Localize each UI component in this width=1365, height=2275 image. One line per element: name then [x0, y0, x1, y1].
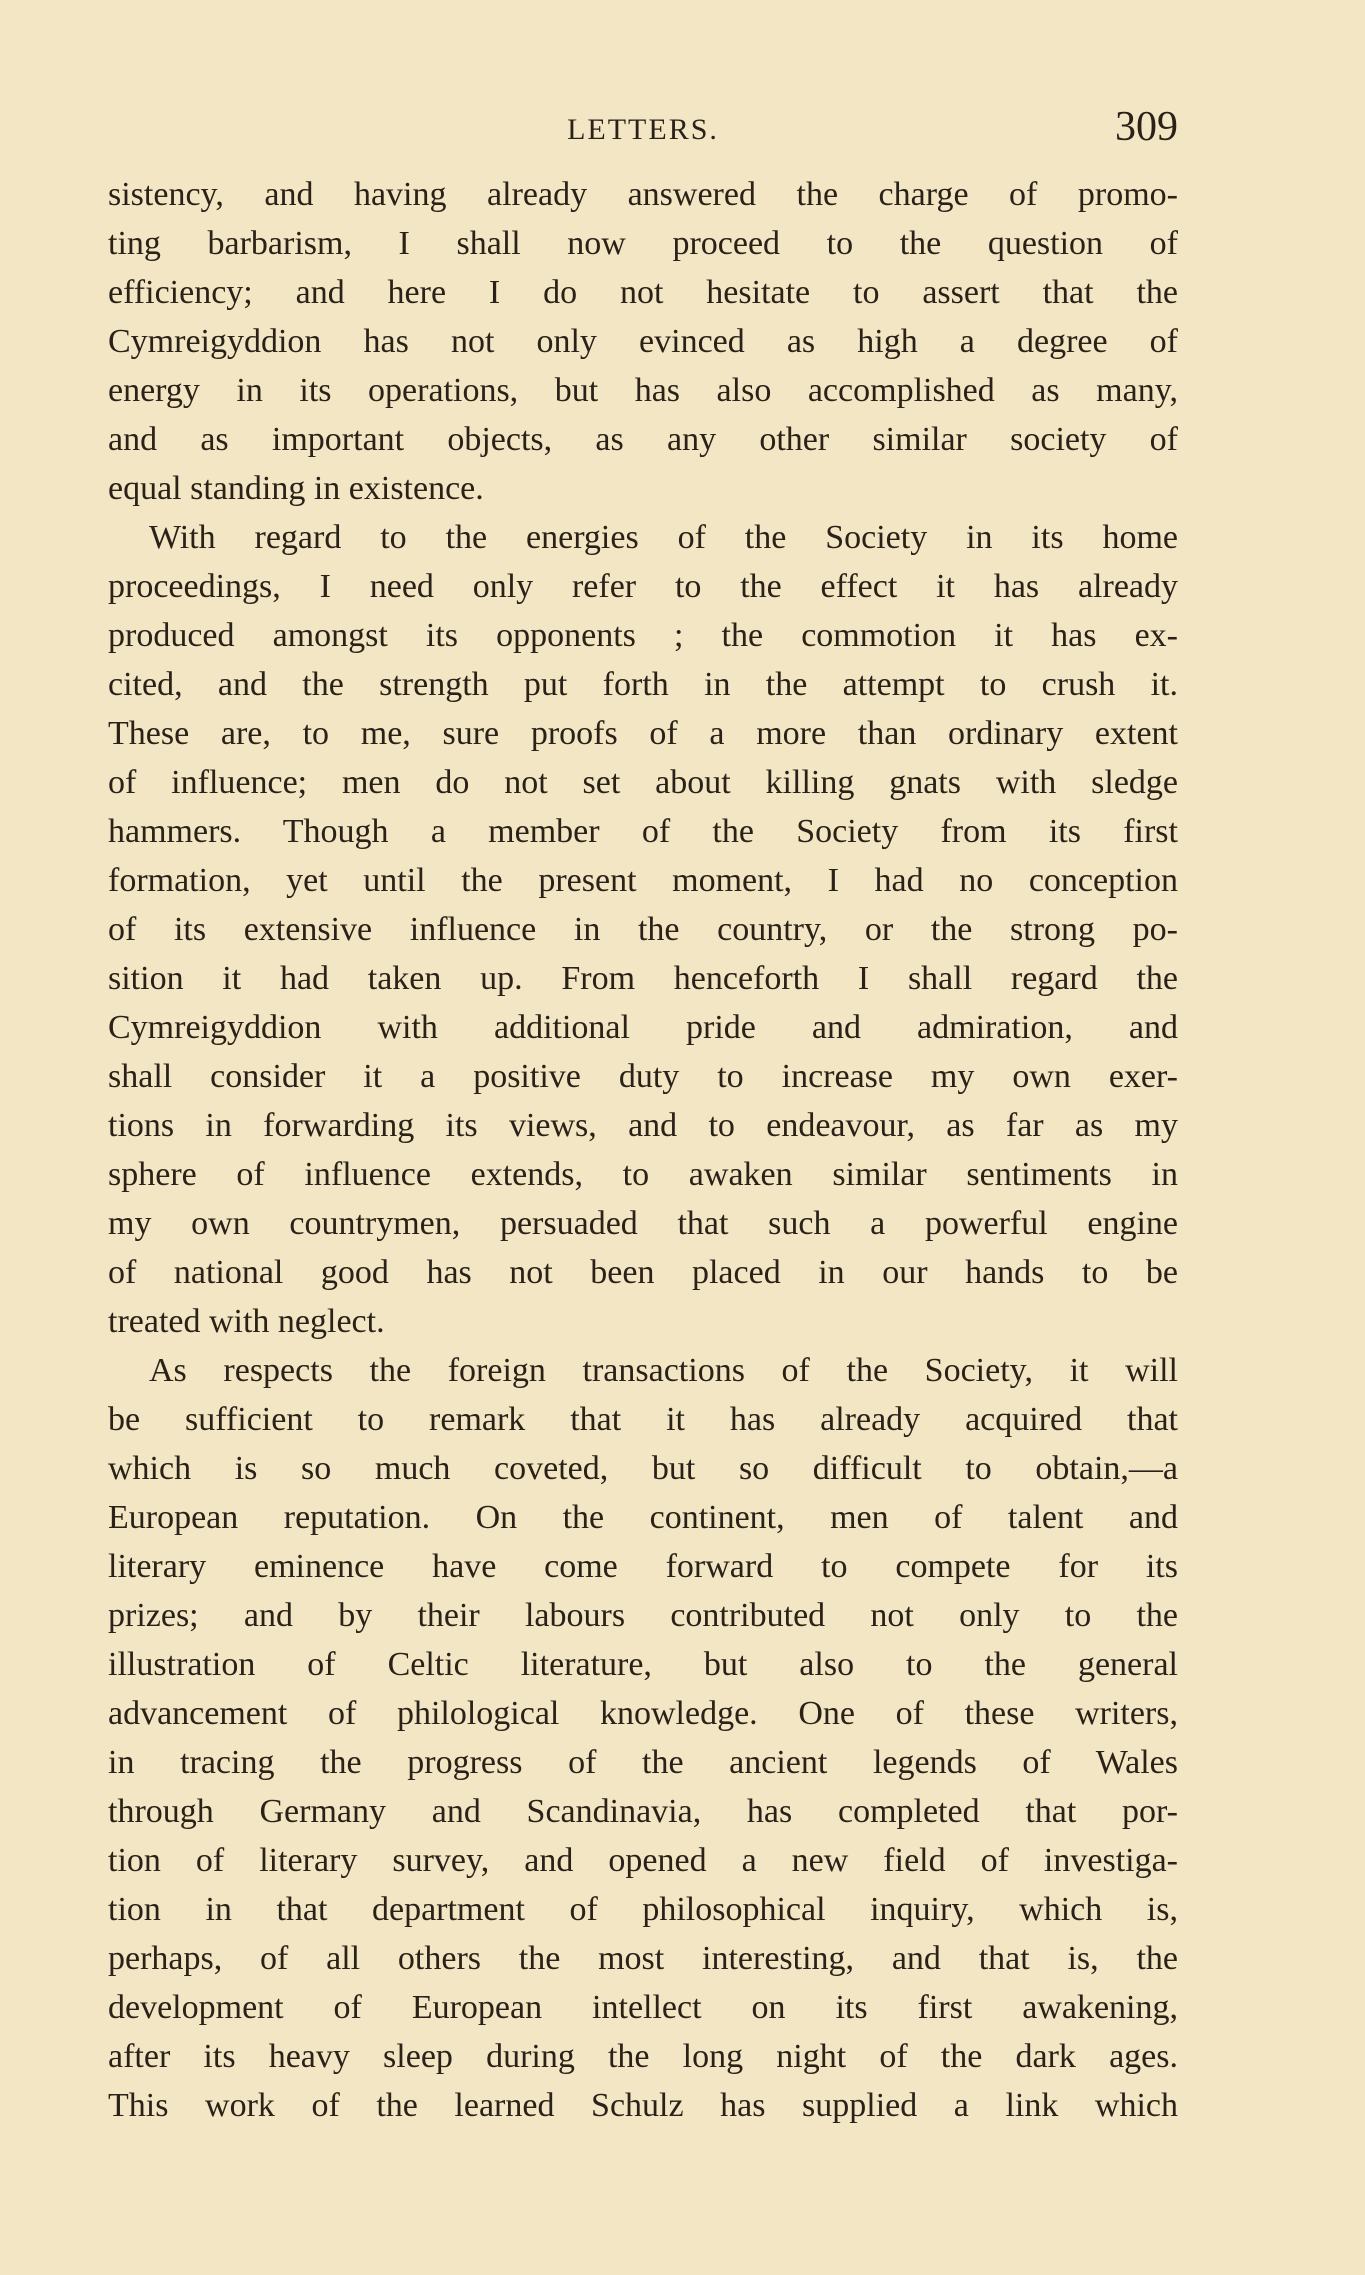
text-line: which is so much coveted, but so difficult to obtain,—a	[108, 1450, 1178, 1487]
text-line: after its heavy sleep during the long night of the dark ages.	[108, 2038, 1178, 2075]
text-line: ting barbarism, I shall now proceed to the question of	[108, 225, 1178, 262]
text-line: sition it had taken up. From henceforth I shall regard the	[108, 960, 1178, 997]
text-line: be sufficient to remark that it has already acquired that	[108, 1401, 1178, 1438]
text-line: sistency, and having already answered the charge of promo-	[108, 176, 1178, 213]
text-line: formation, yet until the present moment, I had no conception	[108, 862, 1178, 899]
text-line: my own countrymen, persuaded that such a powerful engine	[108, 1205, 1178, 1242]
text-line: illustration of Celtic literature, but also to the general	[108, 1646, 1178, 1683]
text-line: prizes; and by their labours contributed not only to the	[108, 1597, 1178, 1634]
text-line: Cymreigyddion with additional pride and admiration, and	[108, 1009, 1178, 1046]
page-number: 309	[1115, 104, 1178, 150]
text-line: sphere of influence extends, to awaken similar sentiments in	[108, 1156, 1178, 1193]
text-line: proceedings, I need only refer to the effect it has already	[108, 568, 1178, 605]
text-line: shall consider it a positive duty to increase my own exer-	[108, 1058, 1178, 1095]
text-line: efficiency; and here I do not hesitate to assert that the	[108, 274, 1178, 311]
text-line: of national good has not been placed in our hands to be	[108, 1254, 1178, 1291]
text-line: of its extensive influence in the country, or the strong po-	[108, 911, 1178, 948]
text-line: of influence; men do not set about killing gnats with sledge	[108, 764, 1178, 801]
text-line: equal standing in existence.	[108, 470, 484, 507]
text-line: produced amongst its opponents ; the commotion it has ex-	[108, 617, 1178, 654]
text-line: Cymreigyddion has not only evinced as high a degree of	[108, 323, 1178, 360]
running-title: LETTERS.	[567, 113, 719, 146]
text-line: advancement of philological knowledge. One of these writers,	[108, 1695, 1178, 1732]
text-line: European reputation. On the continent, men of talent and	[108, 1499, 1178, 1536]
text-line: development of European intellect on its first awakening,	[108, 1989, 1178, 2026]
text-line: tion in that department of philosophical inquiry, which is,	[108, 1891, 1178, 1928]
running-head	[108, 103, 1178, 163]
text-line: literary eminence have come forward to compete for its	[108, 1548, 1178, 1585]
text-line: in tracing the progress of the ancient legends of Wales	[108, 1744, 1178, 1781]
text-line: perhaps, of all others the most interesting, and that is, the	[108, 1940, 1178, 1977]
text-line: tions in forwarding its views, and to endeavour, as far as my	[108, 1107, 1178, 1144]
text-line: hammers. Though a member of the Society from its first	[108, 813, 1178, 850]
text-line: With regard to the energies of the Society in its home	[149, 519, 1178, 556]
text-line: As respects the foreign transactions of the Society, it will	[149, 1352, 1178, 1389]
text-line: These are, to me, sure proofs of a more than ordinary extent	[108, 715, 1178, 752]
text-line: through Germany and Scandinavia, has completed that por-	[108, 1793, 1178, 1830]
text-line: cited, and the strength put forth in the attempt to crush it.	[108, 666, 1178, 703]
text-line: energy in its operations, but has also accomplished as many,	[108, 372, 1178, 409]
text-line: and as important objects, as any other similar society of	[108, 421, 1178, 458]
text-line: This work of the learned Schulz has supplied a link which	[108, 2087, 1178, 2124]
body-text	[108, 170, 1178, 2130]
text-line: treated with neglect.	[108, 1303, 385, 1340]
text-line: tion of literary survey, and opened a new field of investiga-	[108, 1842, 1178, 1879]
